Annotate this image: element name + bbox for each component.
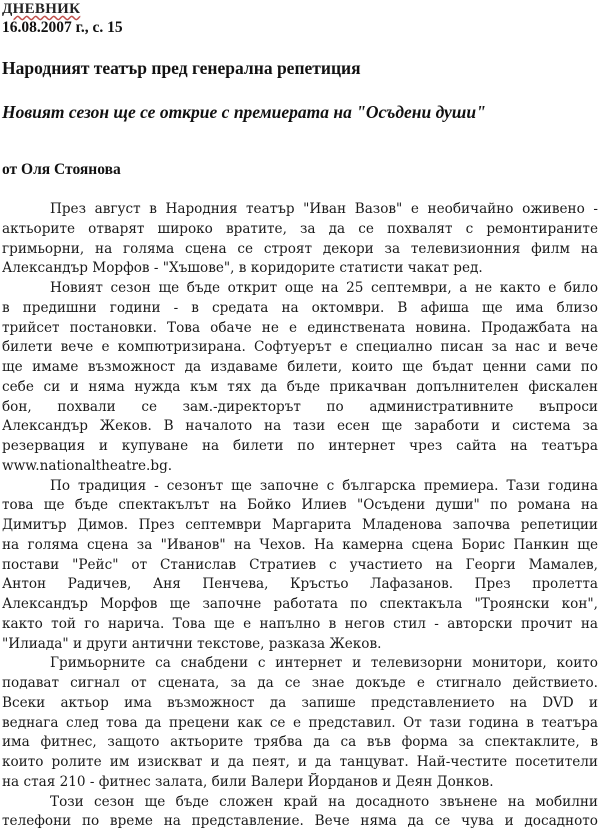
text-line: в предишни години - в средата на октомври. В афиша ще има близо xyxy=(2,299,598,319)
paragraph xyxy=(2,477,598,655)
text-line: това ще бъде спектакълът на Бойко Илиев "Осъдени души" по романа на xyxy=(2,496,598,516)
text-line: билети вече е компютризирана. Софтуерът е специално писан за нас и вече xyxy=(2,338,598,358)
text-line: ще имаме възможност да издаваме билети, които ще бъдат ценни сами по xyxy=(2,358,598,378)
text-line: Димитър Димов. През септември Маргарита Младенова започва репетиции xyxy=(2,516,598,536)
article-body xyxy=(2,200,598,832)
text-line: на стая 210 - фитнес залата, били Валери Йорданов и Деян Донков. xyxy=(2,773,598,793)
paragraph xyxy=(2,654,598,792)
website-link-text: www.nationaltheatre.bg. xyxy=(2,457,598,477)
article-subtitle: Новият сезон ще се открие с премиерата на "Осъдени души" xyxy=(2,102,486,123)
text-line: Александър Жеков. В началото на тази есен ще заработи и система за xyxy=(2,417,598,437)
text-line: телефони по време на представление. Вече няма да се чува и досадното xyxy=(2,812,598,832)
publication-date-page: 16.08.2007 г., с. 15 xyxy=(2,19,123,37)
text-line: "Илиада" и други антични текстове, разказа Жеков. xyxy=(2,635,598,655)
text-line: гримьорни, на голяма сцена се строят декори за телевизионния филм на xyxy=(2,240,598,260)
text-line: Всеки актьор има възможност да запише представлението на DVD и xyxy=(2,694,598,714)
source-publication: ДНЕВНИК xyxy=(2,1,80,18)
text-line: резервация и купуване на билети по интернет чрез сайта на театъра xyxy=(2,437,598,457)
text-line: Александър Морфов ще започне работата по спектакъла "Троянски кон", xyxy=(2,595,598,615)
article-title: Народният театър пред генерална репетиция xyxy=(2,58,361,79)
paragraph xyxy=(2,279,598,477)
text-line: Този сезон ще бъде сложен край на досадното звънене на мобилни xyxy=(2,793,598,813)
text-line: По традиция - сезонът ще започне с българска премиера. Тази година xyxy=(2,477,598,497)
text-line: Гримьорните са снабдени с интернет и телевизорни монитори, които xyxy=(2,654,598,674)
paragraph xyxy=(2,793,598,832)
text-line: веднага след това да прецени как се е представил. От тази година в театъра xyxy=(2,714,598,734)
text-line: както той го нарича. Това ще е напълно в негов стил - авторски прочит на xyxy=(2,615,598,635)
text-line: Новият сезон ще бъде открит още на 25 септември, а не както е било xyxy=(2,279,598,299)
text-line: През август в Народния театър "Иван Вазов" е необичайно оживено - xyxy=(2,200,598,220)
text-line: трийсет постановки. Това обаче не е единствената новина. Продажбата на xyxy=(2,319,598,339)
text-line: постави "Рейс" от Станислав Стратиев с участието на Георги Мамалев, xyxy=(2,556,598,576)
text-line: има фитнес, защото актьорите трябва да са във форма за спектаклите, в xyxy=(2,733,598,753)
article-author: от Оля Стоянова xyxy=(2,161,121,179)
text-line: подават сигнал от сцената, за да се знае докъде е стигнало действието. xyxy=(2,674,598,694)
text-line: Антон Радичев, Аня Пенчева, Кръстьо Лафазанов. През пролетта xyxy=(2,575,598,595)
text-line: актьорите отварят широко вратите, за да се похвалят с ремонтираните xyxy=(2,220,598,240)
text-line: които ролите им изискват и да пеят, и да танцуват. Най-честите посетители xyxy=(2,753,598,773)
text-line: на голяма сцена за "Иванов" на Чехов. На камерна сцена Борис Панкин ще xyxy=(2,536,598,556)
text-line: бон, похвали се зам.-директорът по административните въпроси xyxy=(2,398,598,418)
text-line: себе си и няма нужда към тях да бъде прикачван допълнителен фискален xyxy=(2,378,598,398)
text-line: Александър Морфов - "Хъшове", в коридорите статисти чакат ред. xyxy=(2,259,598,279)
paragraph xyxy=(2,200,598,279)
